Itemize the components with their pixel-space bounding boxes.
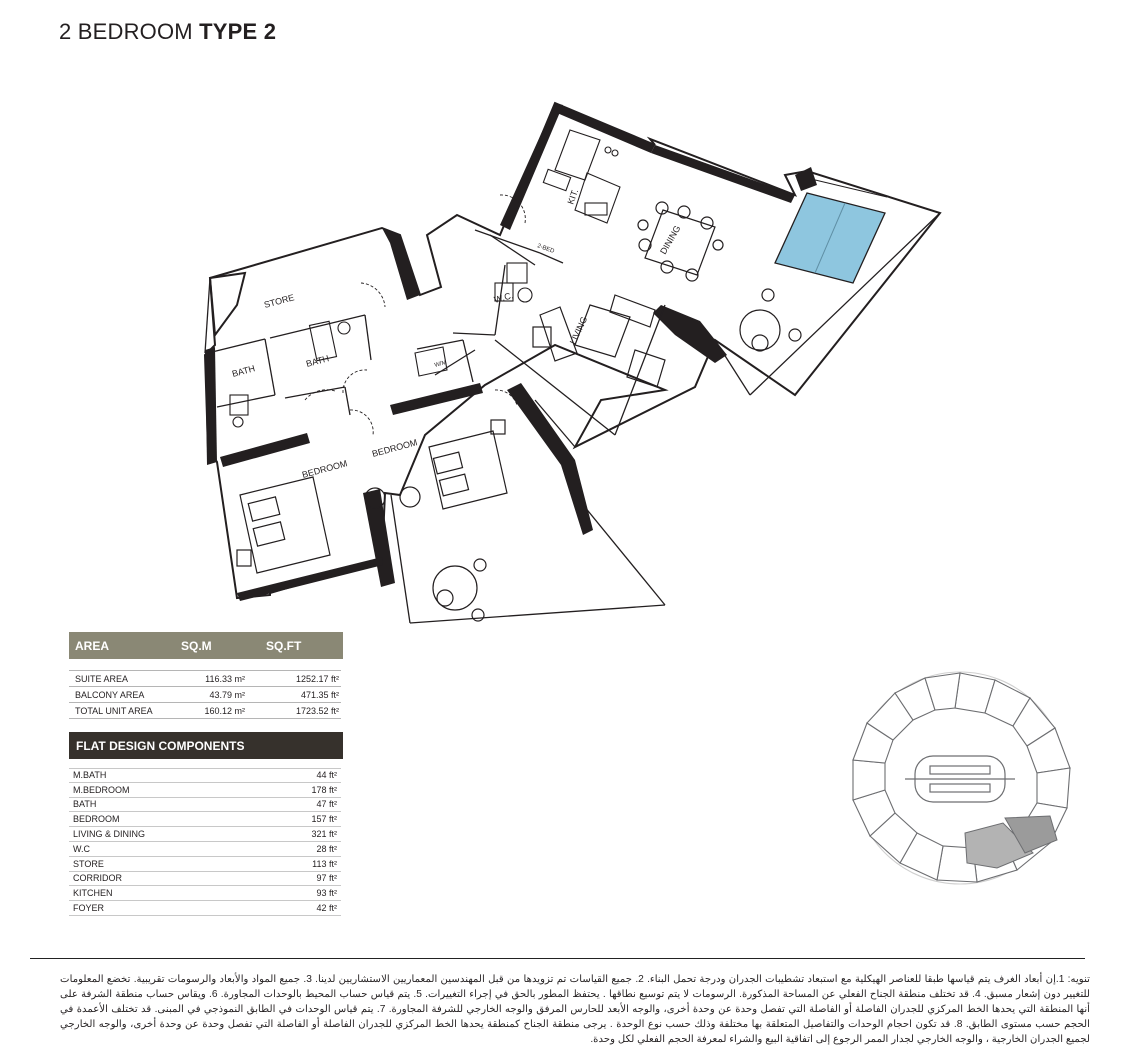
wall-kitchen-top <box>555 103 655 153</box>
component-value: 178 ft² <box>311 784 337 795</box>
wall-store-right <box>382 228 420 300</box>
area-row-sqft: 1723.52 ft² <box>295 705 339 716</box>
component-name: KITCHEN <box>73 888 113 899</box>
building-key-plan <box>845 668 1080 888</box>
component-value: 93 ft² <box>316 888 337 899</box>
area-header-sqm: SQ.M <box>181 638 212 653</box>
component-row <box>69 872 341 887</box>
wall-kitchen <box>500 103 563 230</box>
bed-2 <box>429 420 507 509</box>
area-header-sqft: SQ.FT <box>266 638 302 653</box>
disclaimer-notes: تنويه: 1.إن أبعاد الغرف يتم قياسها طبقا للعناصر الهيكلية مع استبعاد تشطيبات الجدران ودرجة تحمل البناء. 2. جميع القياسات تم تزويدها من قبل المهندسين المعماريين الاستشاريين لدينا. 3. جميع المواد والأبعاد والرسومات تقريبية. تخضع المعلومات للتغيير دون إشعار مسبق. 4. قد تختلف منطقة الجناح الفعلي عن المساحة المذكورة. الرسومات لا يتم توسيع نطاقها . يحتفظ المطور بالحق في إجراء التغييرات. 5. يتم قياس حساب المحيط بالوحدات المجاورة. 6. ويقاس حساب منطقة الشرفة على أنها المنطقة التي يحدها الخط المركزي للجدران الفاصلة أو الفاصلة التي تفصل وحدة عن وحدة أخرى، والوجه الأبعد للحارس المرفق والوجه الخارجي للشرفة المجاورة. 7. يتم قياس الوحدات في الطابق النموذجي في المبنى. قد تختلف الأعمدة في الحجم حسب مستوى الطابق. 8. قد تكون احجام الوحدات والتفاصيل المتعلقة بها مختلفة وذلك حسب نوع الوحدة . يرجى منطقة الجناح كمنطقة يحدها الخط المركزي للجدران الفاصلة أو الفاصلة التي تفصل وحدة عن وحدة أخرى، والوجه الخارجي لجميع الجدران الخارجية ، والوجه الخارجي لجدار الممر الرجوع إلى اتفاقية البيع والشراء لمعرفة الحجم الفعلي لكل وحدة. <box>60 974 1090 1045</box>
component-name: STORE <box>73 858 104 869</box>
bed-1 <box>237 477 330 573</box>
component-row <box>69 768 341 783</box>
divider-line <box>30 958 1085 959</box>
component-value: 157 ft² <box>311 814 337 825</box>
component-name: W.C <box>73 843 90 854</box>
wall-balcony-col2 <box>507 383 593 535</box>
component-row <box>69 812 341 827</box>
label-wm: W/M <box>433 359 448 369</box>
component-row <box>69 901 341 916</box>
area-table-header <box>69 632 343 659</box>
components-table <box>69 768 341 916</box>
label-bedroom-1: BEDROOM <box>300 458 349 480</box>
component-row <box>69 827 341 842</box>
component-name: BEDROOM <box>73 814 120 825</box>
component-row <box>69 798 341 813</box>
component-row <box>69 857 341 872</box>
wall-bed1-bottom <box>237 557 383 601</box>
core <box>905 756 1015 802</box>
component-value: 47 ft² <box>316 799 337 810</box>
area-row <box>69 670 341 687</box>
component-name: FOYER <box>73 903 105 914</box>
area-row-name: BALCONY AREA <box>75 689 145 700</box>
bath-fixtures <box>230 263 532 427</box>
component-value: 321 ft² <box>311 829 337 840</box>
label-bath-2: BATH <box>304 353 331 369</box>
title-prefix: 2 BEDROOM <box>59 19 193 44</box>
area-row-name: TOTAL UNIT AREA <box>75 705 153 716</box>
wall-wardrobe1 <box>220 433 310 467</box>
area-row-sqft: 471.35 ft² <box>300 689 339 700</box>
floor-plan <box>195 95 955 665</box>
components-header: FLAT DESIGN COMPONENTS <box>69 732 343 759</box>
component-name: M.BEDROOM <box>73 784 130 795</box>
label-wc: W.C. <box>492 290 515 305</box>
area-row-name: SUITE AREA <box>75 673 129 684</box>
plan-outline <box>210 273 245 335</box>
area-row-sqm: 43.79 m² <box>209 689 245 700</box>
label-bed-tag: 2-BED <box>536 243 555 255</box>
area-row-sqm: 116.33 m² <box>205 673 245 684</box>
living-furniture <box>533 295 665 387</box>
area-row-sqm: 160.12 m² <box>204 705 245 716</box>
wall-balcony-col1 <box>653 305 727 363</box>
area-table <box>69 670 341 719</box>
wall-pool-corner <box>795 167 817 191</box>
wall-left-bath <box>205 347 217 465</box>
label-bedroom-2: BEDROOM <box>370 437 419 459</box>
highlighted-unit <box>965 816 1057 868</box>
label-dining: DINING <box>658 223 683 256</box>
label-kitchen: KIT. <box>565 187 581 206</box>
component-name: BATH <box>73 799 97 810</box>
component-row <box>69 886 341 901</box>
dining-table <box>638 202 723 281</box>
component-value: 44 ft² <box>316 770 337 781</box>
component-value: 28 ft² <box>316 843 337 854</box>
component-name: CORRIDOR <box>73 873 122 884</box>
page-title <box>59 19 276 45</box>
label-bath-1: BATH <box>230 363 257 379</box>
kitchen-counters <box>543 130 620 223</box>
component-row <box>69 783 341 798</box>
component-name: M.BATH <box>73 770 107 781</box>
component-row <box>69 842 341 857</box>
component-value: 97 ft² <box>316 873 337 884</box>
area-header-name: AREA <box>75 638 110 653</box>
area-row-sqft: 1252.17 ft² <box>295 673 339 684</box>
component-value: 42 ft² <box>316 903 337 914</box>
label-living: LIVING <box>567 314 590 346</box>
wall-bedroom-col <box>363 489 395 587</box>
component-value: 113 ft² <box>312 858 337 869</box>
title-type: TYPE 2 <box>199 19 277 44</box>
area-row <box>69 687 341 703</box>
component-name: LIVING & DINING <box>73 829 146 840</box>
area-row <box>69 703 341 719</box>
label-store: STORE <box>262 292 296 310</box>
wall-dining <box>651 145 795 203</box>
